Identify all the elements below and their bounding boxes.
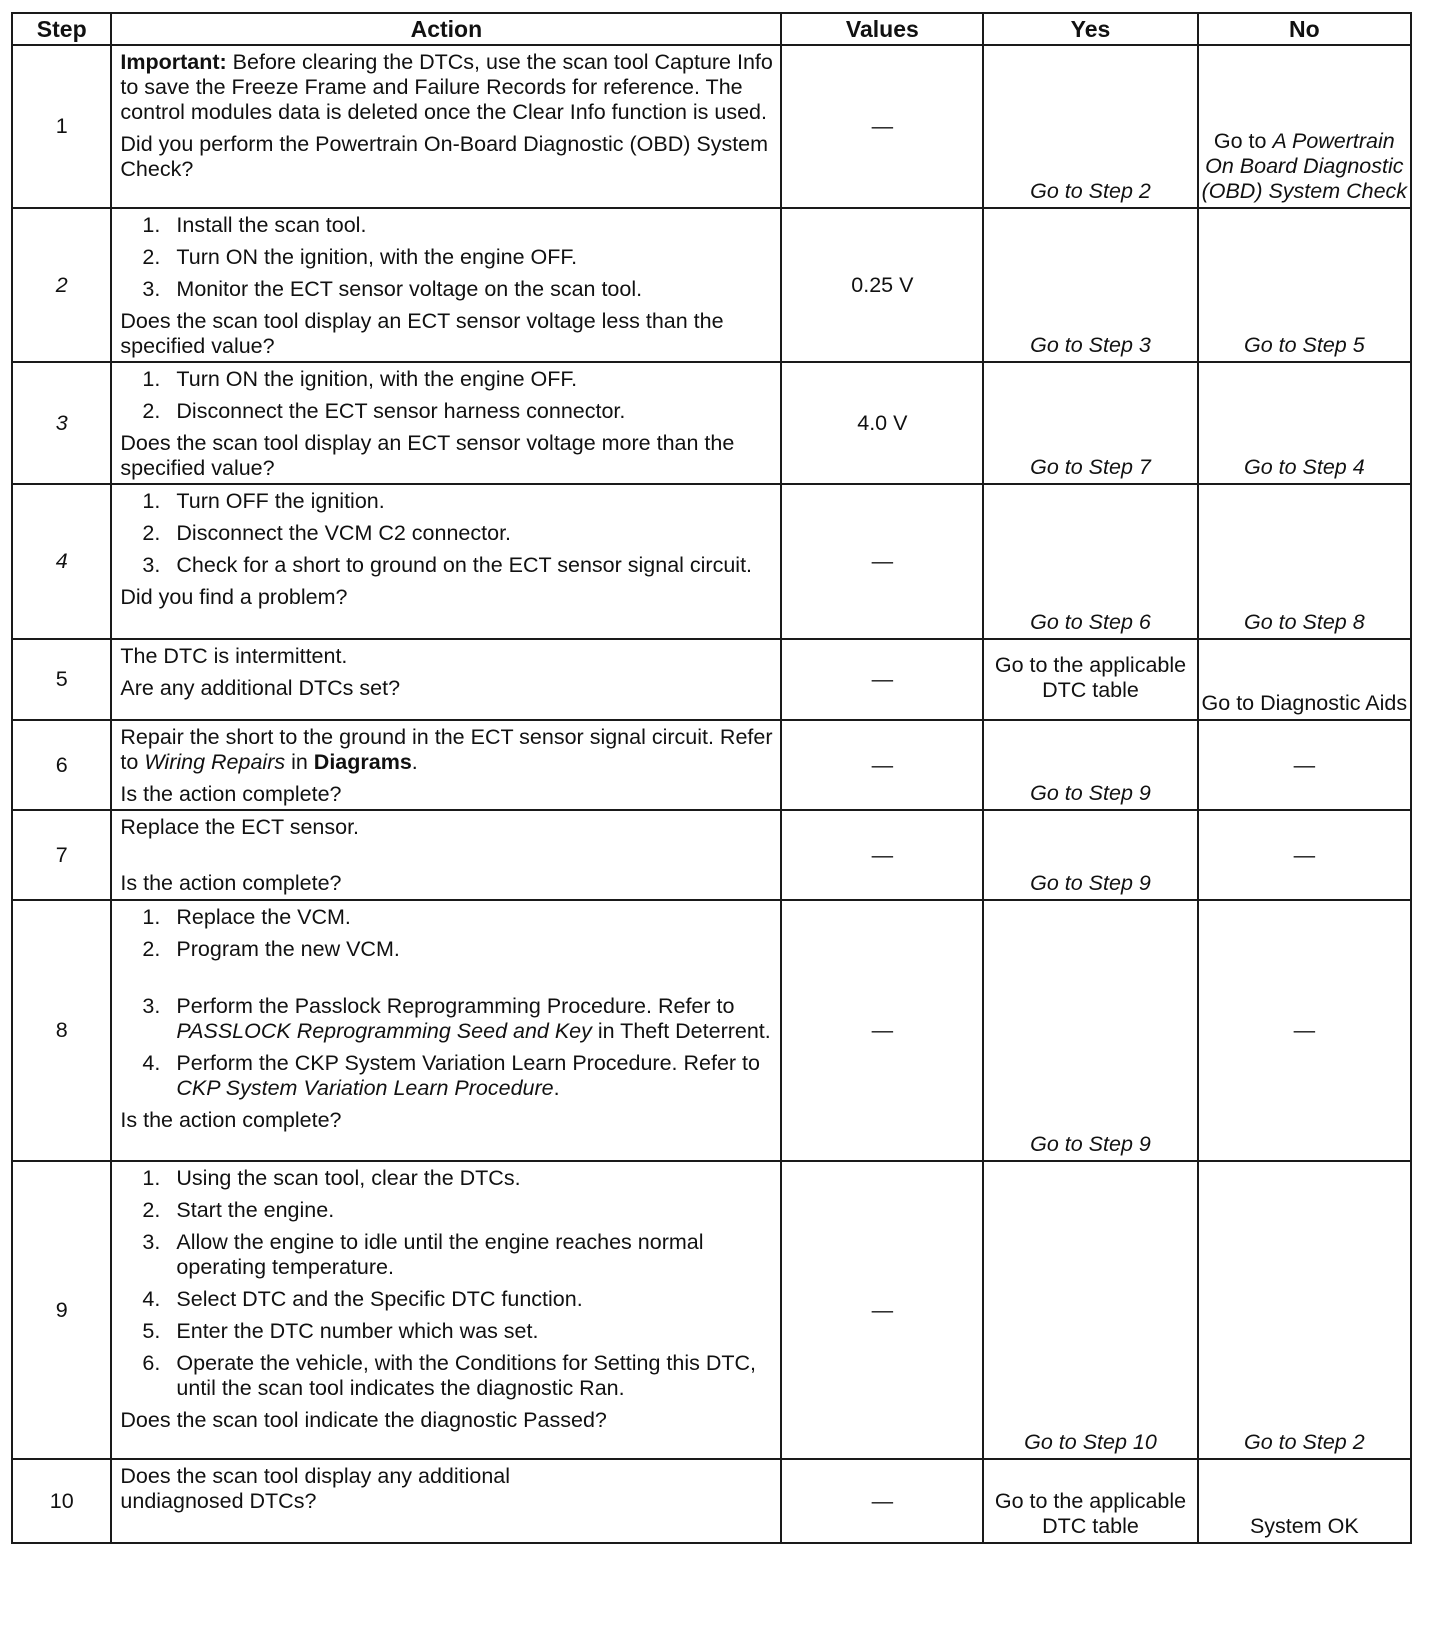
step-number: 1 (12, 45, 111, 208)
list-number: 5. (142, 1319, 161, 1343)
procedure-list (120, 367, 774, 424)
action-question: Does the scan tool display any additional undiagnosed DTCs? (120, 1464, 511, 1513)
spacer (120, 847, 774, 871)
action-question: Did you find a problem? (120, 585, 348, 609)
table-row (12, 1459, 1411, 1543)
no-cell: Go to Step 8 (1198, 484, 1411, 639)
list-text: Using the scan tool, clear the DTCs. (176, 1166, 521, 1190)
action-question: Does the scan tool display an ECT sensor voltage less than the specified value? (120, 309, 724, 358)
action-question: Is the action complete? (120, 782, 342, 806)
no-cell: System OK (1198, 1459, 1411, 1543)
list-item (120, 905, 774, 930)
list-text: Turn ON the ignition, with the engine OFF. (176, 245, 578, 269)
list-item (120, 1287, 774, 1312)
action-cell (111, 639, 781, 720)
list-number: 3. (142, 277, 161, 301)
list-number: 2. (142, 245, 161, 269)
no-cell: Go to Step 2 (1198, 1161, 1411, 1459)
important-text: Before clearing the DTCs, use the scan tool Capture Info to save the Freeze Frame and Failure Records for reference. The control modules data is deleted once the Clear Info function is used. (120, 50, 773, 124)
header-action: Action (111, 13, 781, 45)
list-text: Enter the DTC number which was set. (176, 1319, 539, 1343)
no-cell (1198, 45, 1411, 208)
action-cell (111, 1161, 781, 1459)
list-number: 2. (142, 1198, 161, 1222)
value-cell: 0.25 V (781, 208, 983, 362)
step-number: 2 (12, 208, 111, 362)
list-text (176, 1051, 774, 1101)
step-number: 10 (12, 1459, 111, 1543)
procedure-list (120, 489, 774, 578)
action-cell (111, 484, 781, 639)
list-number: 4. (142, 1287, 161, 1311)
table-row (12, 720, 1411, 810)
action-question: Does the scan tool display an ECT sensor voltage more than the specified value? (120, 431, 735, 480)
value-cell: — (781, 810, 983, 900)
table-row (12, 484, 1411, 639)
step-number: 5 (12, 639, 111, 720)
action-text-part: Repair the short to the ground in the ECT sensor signal circuit. Refer to (120, 725, 773, 774)
action-text: The DTC is intermittent. (120, 644, 348, 668)
list-item (120, 1351, 774, 1401)
action-question: Does the scan tool indicate the diagnostic Passed? (120, 1408, 607, 1432)
action-cell (111, 1459, 781, 1543)
list-item (120, 1051, 774, 1101)
step-number: 8 (12, 900, 111, 1161)
table-row (12, 208, 1411, 362)
yes-cell: Go to Step 9 (983, 720, 1197, 810)
list-number: 6. (142, 1351, 161, 1375)
list-number: 1. (142, 367, 161, 391)
list-item (120, 367, 774, 392)
list-item (120, 213, 774, 238)
table-row (12, 362, 1411, 484)
step-number: 7 (12, 810, 111, 900)
value-cell: 4.0 V (781, 362, 983, 484)
list-number: 4. (142, 1051, 161, 1075)
table-row (12, 810, 1411, 900)
action-cell (111, 810, 781, 900)
no-cell: Go to Step 4 (1198, 362, 1411, 484)
list-number: 3. (142, 994, 161, 1018)
no-cell: Go to Diagnostic Aids (1198, 639, 1411, 720)
list-item (120, 994, 774, 1044)
list-item (120, 1319, 774, 1344)
value-cell: — (781, 900, 983, 1161)
value-cell: — (781, 1459, 983, 1543)
list-text: Monitor the ECT sensor voltage on the scan tool. (176, 277, 643, 301)
action-text-part: in (285, 750, 314, 774)
list-text: Program the new VCM. (176, 937, 400, 961)
list-number: 1. (142, 213, 161, 237)
list-item (120, 1230, 774, 1280)
procedure-list (120, 905, 774, 1101)
value-cell: — (781, 1161, 983, 1459)
yes-cell: Go to Step 6 (983, 484, 1197, 639)
reference-link: CKP System Variation Learn Procedure (176, 1076, 554, 1100)
step-number: 3 (12, 362, 111, 484)
list-text-part: . (553, 1076, 560, 1100)
table-row (12, 45, 1411, 208)
reference-link: PASSLOCK Reprogramming Seed and Key (176, 1019, 592, 1043)
list-number: 2. (142, 399, 161, 423)
no-link-text: A Powertrain On Board Diagnostic (OBD) System Check (1201, 129, 1408, 203)
list-text (176, 994, 774, 1044)
table-row (12, 900, 1411, 1161)
yes-cell: Go to Step 3 (983, 208, 1197, 362)
table-row (12, 1161, 1411, 1459)
action-cell (111, 208, 781, 362)
procedure-list (120, 1166, 774, 1401)
step-number: 9 (12, 1161, 111, 1459)
action-text: Replace the ECT sensor. (120, 815, 360, 839)
list-number: 2. (142, 521, 161, 545)
action-cell (111, 362, 781, 484)
list-text: Turn OFF the ignition. (176, 489, 385, 513)
list-item (120, 245, 774, 270)
list-item (120, 1198, 774, 1223)
action-cell (111, 45, 781, 208)
list-number: 2. (142, 937, 161, 961)
value-cell: — (781, 639, 983, 720)
important-note (120, 50, 774, 125)
step-number: 6 (12, 720, 111, 810)
header-row (12, 13, 1411, 45)
list-item (120, 1166, 774, 1191)
list-text: Start the engine. (176, 1198, 335, 1222)
list-text: Allow the engine to idle until the engine reaches normal operating temperature. (176, 1230, 704, 1279)
list-number: 3. (142, 553, 161, 577)
list-item (120, 521, 774, 546)
value-cell: — (781, 45, 983, 208)
yes-cell: Go to Step 9 (983, 900, 1197, 1161)
value-cell: — (781, 484, 983, 639)
no-prefix: Go to (1213, 129, 1273, 153)
yes-cell: Go to Step 7 (983, 362, 1197, 484)
no-cell: Go to Step 5 (1198, 208, 1411, 362)
yes-cell: Go to Step 9 (983, 810, 1197, 900)
list-text: Replace the VCM. (176, 905, 351, 929)
action-question: Did you perform the Powertrain On-Board Diagnostic (OBD) System Check? (120, 132, 769, 181)
reference-link: Wiring Repairs (144, 750, 286, 774)
no-cell: — (1198, 810, 1411, 900)
action-cell (111, 720, 781, 810)
list-text-part: Perform the CKP System Variation Learn Procedure. Refer to (176, 1051, 760, 1075)
no-cell: — (1198, 900, 1411, 1161)
yes-cell: Go to Step 10 (983, 1161, 1197, 1459)
reference-section: Diagrams (313, 750, 412, 774)
action-text-part: . (411, 750, 418, 774)
list-item (120, 399, 774, 424)
important-label: Important: (120, 50, 227, 74)
list-text: Check for a short to ground on the ECT sensor signal circuit. (176, 553, 753, 577)
header-step: Step (12, 13, 111, 45)
no-cell: — (1198, 720, 1411, 810)
yes-cell: Go to the applicable DTC table (983, 639, 1197, 720)
list-text: Operate the vehicle, with the Conditions for Setting this DTC, until the scan tool indicates the diagnostic Ran. (176, 1351, 756, 1400)
list-number: 1. (142, 1166, 161, 1190)
list-text-part: in Theft Deterrent. (591, 1019, 771, 1043)
header-yes: Yes (983, 13, 1197, 45)
list-item (120, 277, 774, 302)
header-values: Values (781, 13, 983, 45)
list-text: Disconnect the VCM C2 connector. (176, 521, 512, 545)
list-item (120, 937, 774, 962)
step-number: 4 (12, 484, 111, 639)
yes-cell: Go to the applicable DTC table (983, 1459, 1197, 1543)
procedure-list (120, 213, 774, 302)
action-cell (111, 900, 781, 1161)
list-number: 1. (142, 489, 161, 513)
table-row (12, 639, 1411, 720)
action-question: Are any additional DTCs set? (120, 676, 401, 700)
list-text: Install the scan tool. (176, 213, 367, 237)
list-text: Turn ON the ignition, with the engine OFF. (176, 367, 578, 391)
yes-cell: Go to Step 2 (983, 45, 1197, 208)
list-item (120, 553, 774, 578)
header-no: No (1198, 13, 1411, 45)
action-question: Is the action complete? (120, 871, 342, 895)
list-text: Select DTC and the Specific DTC function. (176, 1287, 583, 1311)
action-question: Is the action complete? (120, 1108, 342, 1132)
list-item (120, 489, 774, 514)
list-text: Disconnect the ECT sensor harness connector. (176, 399, 626, 423)
diagnostic-table (11, 12, 1412, 1544)
value-cell: — (781, 720, 983, 810)
list-number: 3. (142, 1230, 161, 1254)
action-text (120, 725, 774, 775)
list-number: 1. (142, 905, 161, 929)
list-text-part: Perform the Passlock Reprogramming Procedure. Refer to (176, 994, 735, 1018)
